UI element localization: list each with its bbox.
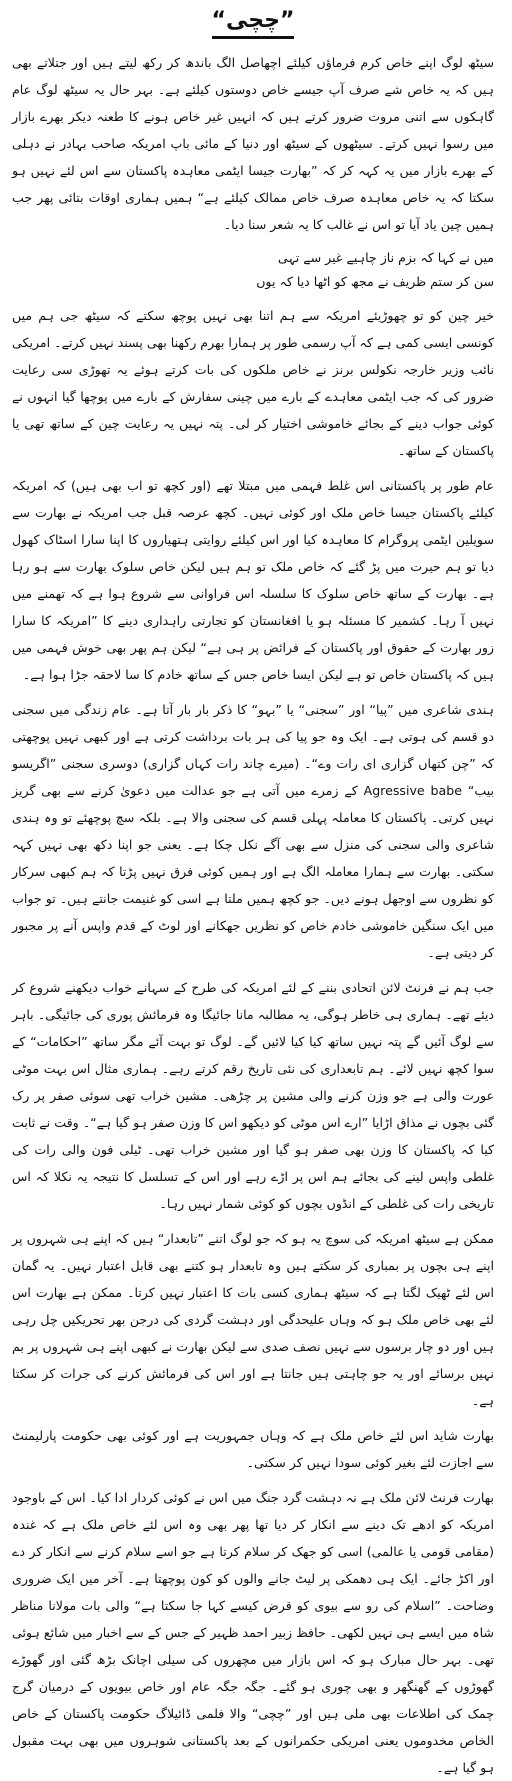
paragraph-2: خیر چین کو تو چھوڑیئے امریکہ سے ہم اتنا بھی نہیں پوچھ سکتے کہ سیٹھ جی ہم میں کونسی ایسی کمی ہے کہ آپ رسمی طور پر ہمارا بھرم رکھنا بھی پسند نہیں کرتے۔ امریکی نائب وزیر خارجہ نکولس برنز نے خاص ملکوں کی بات کرتے ہوئے یہ تھوڑی سی رعایت ضرور کی کہ جب ایٹمی معاہدے کے بارے میں چینی سفارش کے بارے میں پوچھا گیا انہوں نے کوئی جواب دینے کے بجائے خاموشی اختیار کر لی۔ پتہ نہیں یہ رعایت چین کے ساتھ تھی یا پاکستان کے ساتھ۔ bbox=[12, 308, 494, 458]
title-underline bbox=[212, 36, 294, 39]
paragraph-4: ہندی شاعری میں ”پیا“ اور ”سجنی“ یا ”بہو“ کا ذکر بار بار آتا ہے۔ عام زندگی میں سجنی دو قسم کی ہوتی ہے۔ ایک وہ جو پیا کی ہر بات برداشت کرتی ہے اور کبھی نہیں پوچھتی کہ ”چن کتھاں گزاری ای رات وے“۔ (میرے چاند رات کہاں گزاری) دوسری سجنی ”اگریسو بیب“ Agressive babe کے زمرے میں آتی ہے جو عدالت میں دعویٰ کرنے سے بھی گریز نہیں کرتی۔ پاکستان کا معاملہ پہلی قسم کی سجنی والا ہے۔ بلکہ سچ پوچھئے تو وہ ہندی شاعری والی سجنی کی منزل سے بھی آگے نکل چکا ہے۔ یعنی جو اپنا دکھ بھی نہیں کہہ سکتی۔ بھارت سے ہمارا معاملہ الگ ہے اور ہمیں کوئی فرق نہیں پڑتا کہ ہم کبھی سرکار کو نظروں سے اوجھل ہونے دیں۔ جو کچھ ہمیں ملتا ہے اسی کو غنیمت جانتے ہیں۔ تو جواب میں ایک سنگین خاموشی خادم خاص کو نظریں جھکانے اور لوٹ کے قدم واپس آنے پر مجبور کر دیتی ہے۔ bbox=[12, 702, 495, 960]
article-title: ”چچی“ bbox=[211, 8, 295, 33]
paragraph-6: ممکن ہے سیٹھ امریکہ کی سوچ یہ ہو کہ جو لوگ اتنے ”تابعدار“ ہیں کہ اپنے ہی شہروں پر اپنے ہی بچوں پر بمباری کر سکتے ہیں وہ تابعدار ہو کتنے بھی قابل اعتبار نہیں۔ یہ گمان اس لئے ٹھیک لگتا ہے کہ سیٹھ ہماری کسی بات کا اعتبار نہیں کرتا۔ ممکن ہے بھارت اس لئے بھی خاص ملک ہو کہ وہاں علیحدگی اور دہشت گردی کی درجن بھر تحریکیں چل رہی ہیں اور دو چار برسوں سے نہیں نصف صدی سے لیکن بھارت نے کبھی اپنے ہی شہروں پر بم نہیں برسائے اور یہ جو چاہتی ہیں جانتا ہے اور اس کی فرمائش کرنے کی جرات کر سکتا ہے۔ bbox=[12, 1231, 494, 1408]
poem-couplet: میں نے کہا کہ بزم ناز چاہیے غیر سے تہی سن کر ستم ظریف نے مجھ کو اٹھا دیا کہ یوں bbox=[256, 250, 494, 289]
paragraph-3: عام طور پر پاکستانی اس غلط فہمی میں مبتلا تھے (اور کچھ تو اب بھی ہیں) کہ امریکہ کیلئے پاکستان جیسا خاص ملک اور کوئی نہیں۔ کچھ عرصہ قبل جب امریکہ نے بھارت سے سویلین ایٹمی پروگرام کا معاہدہ کیا اور اس کیلئے روایتی ہتھیاروں کا اپنا سارا اسٹاک کھول دیا تو ہم حیرت میں پڑ گئے کہ خاص ملک تو ہم ہیں لیکن خاص سلوک بھارت سے ہو رہا ہے۔ بھارت کے ساتھ خاص سلوک کا سلسلہ اس فراوانی سے شروع ہوا ہے کہ تھمنے میں نہیں آ رہا۔ کشمیر کا مسئلہ ہو یا افغانستان کو تجارتی راہداری دینے کا ”امریکہ کا سارا زور بھارت کے حقوق اور پاکستان کے فرائض پر ہی ہے“ لیکن ہم پھر بھی خوش فہمی میں ہیں کہ پاکستان خاص تو ہے لیکن ایسا خاص جس کے ساتھ خادم کا سا لاحقہ جڑا ہوا ہے۔ bbox=[12, 478, 494, 682]
paragraph-5: جب ہم نے فرنٹ لائن اتحادی بننے کے لئے امریکہ کی طرح کے سہانے خواب دیکھنے شروع کر دیئے تھے۔ ہماری ہی خاطر ہوگی، یہ مطالبہ مانا جائیگا وہ فرمائش پوری کی جائیگی۔ باہر سے لوگ آئیں گے پتہ نہیں ساتھ کیا کیا لائیں گے۔ لوگ تو بہت آئے مگر ساتھ ”احکامات“ کے سوا کچھ نہیں لائے۔ ہم تابعداری کی نئی تاریخ رقم کرتے رہے۔ ہماری مثال اس بہت موٹی عورت والی ہے جو وزن کرنے والی مشین پر چڑھی۔ مشین خراب تھی سوئی صفر پر رک گئی بچوں نے مذاق اڑایا ”ارے اس موٹی کو دیکھو اس کا وزن صفر ہو گیا ہے“۔ وقت نے ثابت کیا کہ پاکستان کا وزن بھی صفر ہو گیا اور مشین خراب تھی۔ ٹیلی فون والی رات کی غلطی واپس لینے کی بجائے ہم اس پر اڑے رہے اور اس کے تسلسل کا نتیجہ یہ نکلا کہ اس تاریخی رات کی غلطی کے انڈوں بچوں کو کوئی شمار نہیں رہا۔ bbox=[12, 980, 494, 1211]
paragraph-1: سیٹھ لوگ اپنے خاص کرم فرماؤں کیلئے اچھاصل الگ باندھ کر رکھ لیتے ہیں اور جتلاتے بھی ہیں کہ یہ خاص شے صرف آپ جیسے خاص دوستوں کیلئے ہے۔ بہر حال یہ سیٹھ لوگ عام گاہکوں سے اتنی مروت ضرور کرتے ہیں کہ انہیں غیر خاص ہونے کا طعنہ دیکر بھرے بازار میں رسوا نہیں کرتے۔ سیٹھوں کے سیٹھ اور دنیا کے مائی باپ امریکہ صاحب بہادر نے دہلی کے بھرے بازار میں یہ کہہ کر کہ ”بھارت جیسا ایٹمی معاہدہ پاکستان سے اس لئے نہیں ہو سکتا کہ یہ خاص معاہدہ صرف خاص ممالک کیلئے ہے“ ہمیں ہماری اوقات بتائی پھر جب ہمیں چین یاد آیا تو اس نے غالب کا یہ شعر سنا دیا۔ bbox=[12, 55, 494, 232]
paragraph-7: بھارت شاید اس لئے خاص ملک ہے کہ وہاں جمہوریت ہے اور کوئی بھی حکومت پارلیمنٹ سے اجازت لئے بغیر کوئی سودا نہیں کر سکتی۔ bbox=[12, 1428, 494, 1470]
paragraph-8: بھارت فرنٹ لائن ملک ہے نہ دہشت گرد جنگ میں اس نے کوئی کردار ادا کیا۔ اس کے باوجود امریکہ کو ادھے تک دینے سے انکار کر دیا تھا پھر بھی وہ اس لئے خاص ملک ہے کہ غندہ (مقامی قومی یا عالمی) اسی کو جھک کر سلام کرتا ہے جو اسے سلام کرنے سے انکار کر دے اور اکڑ جائے۔ ایک ہی دھمکی پر لیٹ جانے والوں کو کون پوچھتا ہے۔ آخر میں ایک ضروری وضاحت۔ ”اسلام کی رو سے بیوی کو قرض کیسے کہا جا سکتا ہے“ والی بات مولانا مناظر شاہ میں ایسے ہی نہیں لکھی۔ حافظ زبیر احمد ظہیر کے جس کے سے اخبار میں شائع ہوئی تھی۔ بہر حال مبارک ہو کہ اس بازار میں مچھروں کی سیلی اچانک بڑھ گئی اور گھوڑے گھوڑوں کے گھنگھر و بھی چوری ہو گئے۔ جگہ جگہ عام اور خاص بیویوں کے درمیان گرج چمک کی اطلاعات بھی ملی ہیں اور ”چچی“ والا فلمی ڈائیلاگ حکومت پاکستان کے خاص الخاص مخدوموں یعنی امریکی حکمرانوں کے بعد پاکستانی شوہروں میں بھی بہت مقبول ہو گیا ہے۔ bbox=[12, 1490, 494, 1775]
